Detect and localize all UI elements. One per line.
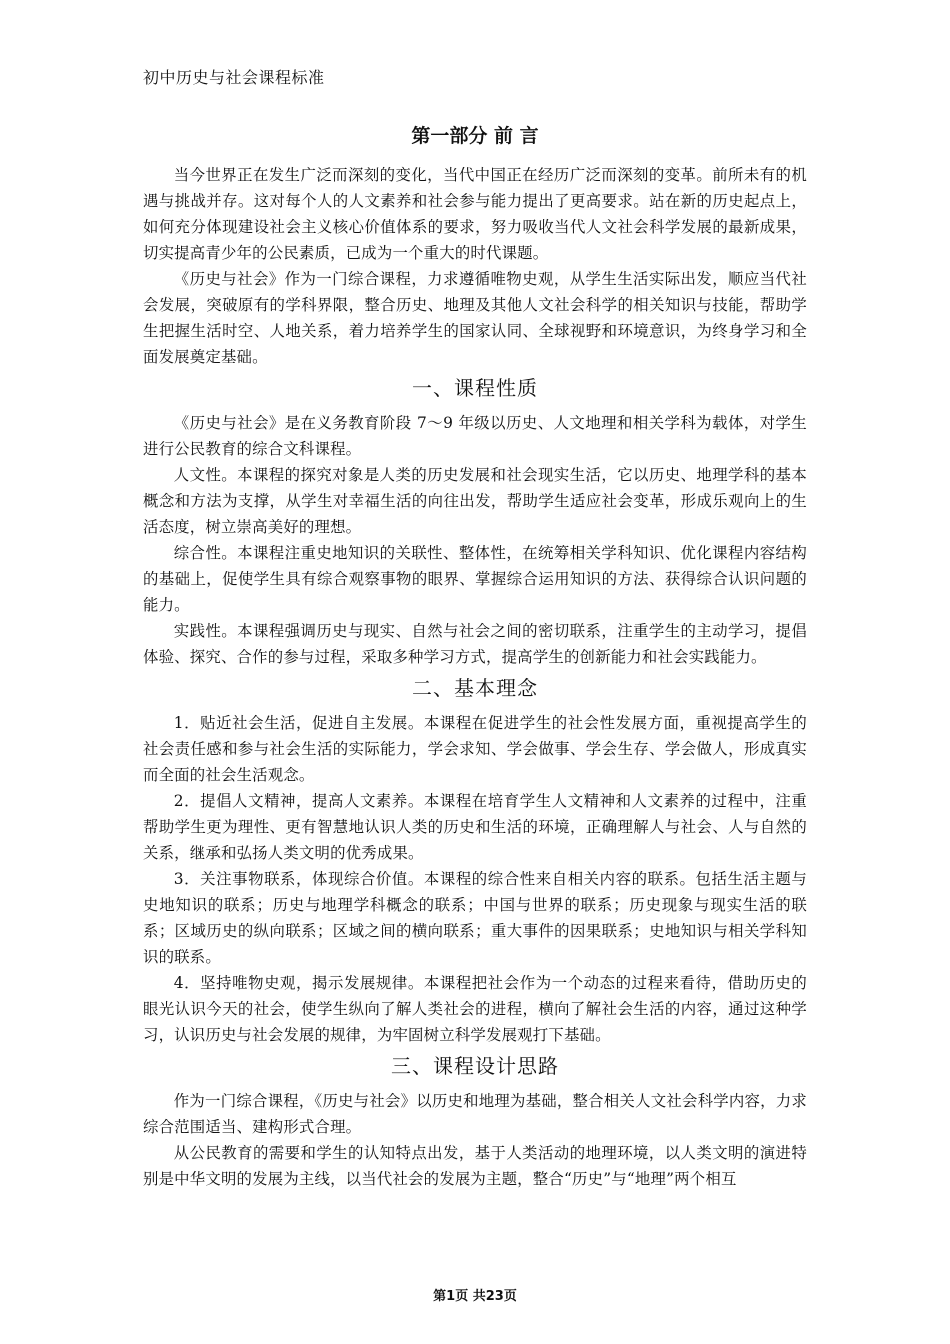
section-heading: 三、课程设计思路 — [391, 1054, 559, 1078]
basic-principles-section — [143, 710, 807, 1048]
paragraph: 《历史与社会》作为一门综合课程，力求遵循唯物史观，从学生生活实际出发，顺应当代社会发展，突破原有的学科界限，整合历史、地理及其他人文社会科学的相关知识与技能，帮助学生把握生活时空、人地关系，着力培养学生的国家认同、全球视野和环境意识，为终身学习和全面发展奠定基础。 — [143, 270, 807, 366]
part-title: 第一部分 前 言 — [411, 125, 539, 147]
paragraph: 4．坚持唯物史观，揭示发展规律。本课程把社会作为一个动态的过程来看待，借助历史的眼光认识今天的社会，使学生纵向了解人类社会的进程，横向了解社会生活的内容，通过这种学习，认识历史与社会发展的规律，为牢固树立科学发展观打下基础。 — [143, 974, 807, 1044]
paragraph: 《历史与社会》是在义务教育阶段 7～9 年级以历史、人文地理和相关学科为载体，对学生进行公民教育的综合文科课程。 — [143, 414, 807, 458]
intro-section — [143, 162, 807, 370]
paragraph: 人文性。本课程的探究对象是人类的历史发展和社会现实生活，它以历史、地理学科的基本概念和方法为支撑，从学生对幸福生活的向往出发，帮助学生适应社会变革，形成乐观向上的生活态度，树立崇高美好的理想。 — [143, 466, 807, 536]
paragraph: 1．贴近社会生活，促进自主发展。本课程在促进学生的社会性发展方面，重视提高学生的社会责任感和参与社会生活的实际能力，学会求知、学会做事、学会生存、学会做人，形成真实而全面的社会生活观念。 — [143, 714, 807, 784]
running-header: 初中历史与社会课程标准 — [143, 68, 325, 87]
paragraph: 从公民教育的需要和学生的认知特点出发，基于人类活动的地理环境，以人类文明的演进特别是中华文明的发展为主线，以当代社会的发展为主题，整合“历史”与“地理”两个相互 — [143, 1144, 807, 1188]
paragraph: 2．提倡人文精神，提高人文素养。本课程在培育学生人文精神和人文素养的过程中，注重帮助学生更为理性、更有智慧地认识人类的历史和生活的环境，正确理解人与社会、人与自然的关系，继承和弘扬人类文明的优秀成果。 — [143, 792, 807, 862]
page-number-footer: 第1页 共23页 — [433, 1289, 517, 1304]
paragraph: 当今世界正在发生广泛而深刻的变化，当代中国正在经历广泛而深刻的变革。前所未有的机遇与挑战并存。这对每个人的人文素养和社会参与能力提出了更高要求。站在新的历史起点上，如何充分体现建设社会主义核心价值体系的要求，努力吸收当代人文社会科学发展的最新成果，切实提高青少年的公民素质，已成为一个重大的时代课题。 — [143, 166, 807, 262]
paragraph: 作为一门综合课程，《历史与社会》以历史和地理为基础，整合相关人文社会科学内容，力求综合范围适当、建构形式合理。 — [143, 1092, 807, 1136]
paragraph: 综合性。本课程注重史地知识的关联性、整体性，在统筹相关学科知识、优化课程内容结构的基础上，促使学生具有综合观察事物的眼界、掌握综合运用知识的方法、获得综合认识问题的能力。 — [143, 544, 807, 614]
course-nature-section — [143, 410, 807, 670]
page-body — [143, 114, 807, 1192]
section-heading: 二、基本理念 — [412, 676, 538, 700]
paragraph: 实践性。本课程强调历史与现实、自然与社会之间的密切联系，注重学生的主动学习，提倡体验、探究、合作的参与过程，采取多种学习方式，提高学生的创新能力和社会实践能力。 — [143, 622, 807, 666]
paragraph: 3．关注事物联系，体现综合价值。本课程的综合性来自相关内容的联系。包括生活主题与史地知识的联系；历史与地理学科概念的联系；中国与世界的联系；历史现象与现实生活的联系；区域历史的纵向联系；区域之间的横向联系；重大事件的因果联系；史地知识与相关学科知识的联系。 — [143, 870, 807, 966]
design-ideas-section — [143, 1088, 807, 1192]
section-heading: 一、课程性质 — [412, 376, 538, 400]
